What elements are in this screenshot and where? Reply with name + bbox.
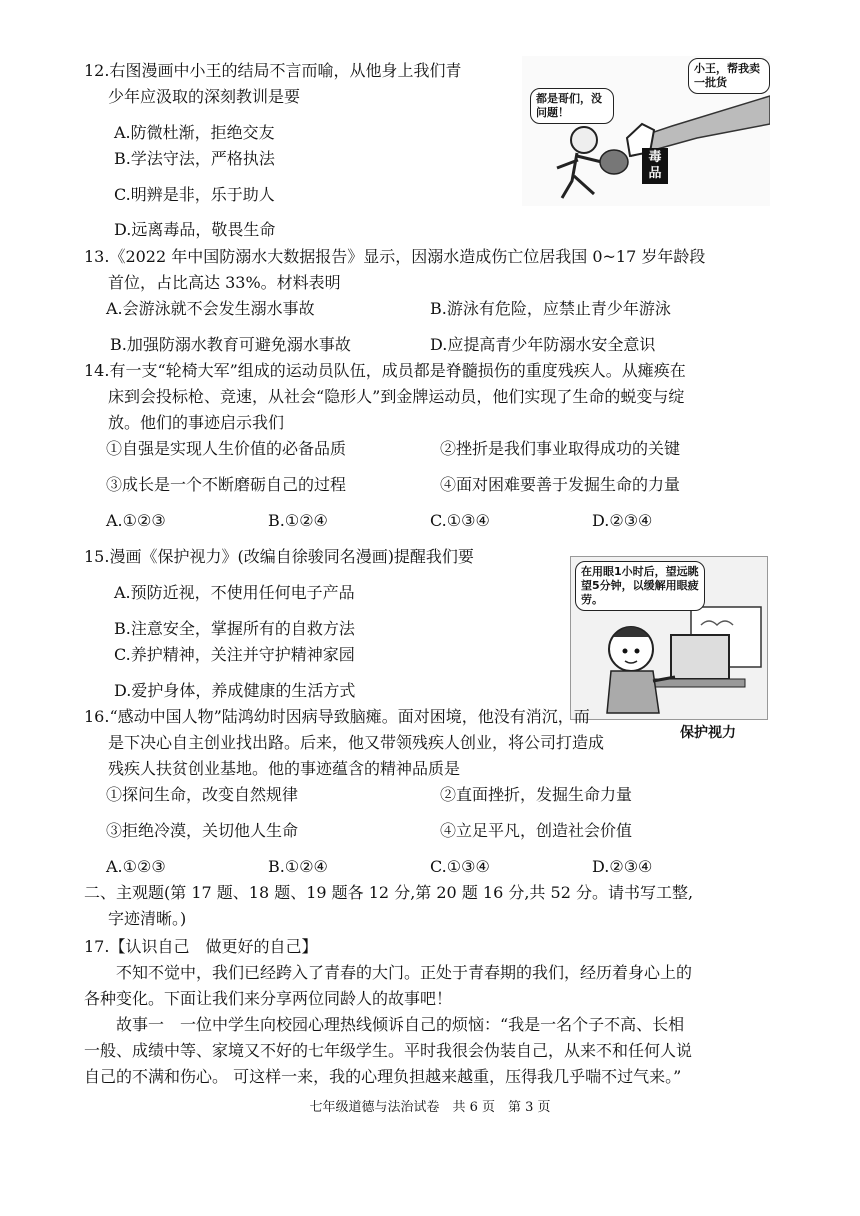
- q16-statement-2: ②直面挫折，发掘生命力量: [440, 785, 633, 804]
- q14-stem-line2: 床到会投标枪、竞速，从社会“隐形人”到金牌运动员，他们实现了生命的蜕变与绽: [108, 387, 685, 406]
- q14-statement-1: ①自强是实现人生价值的必备品质: [106, 439, 347, 458]
- q17-para2-line1: 故事一 一位中学生向校园心理热线倾诉自己的烦恼：“我是一名个子不高、长相: [116, 1015, 685, 1034]
- q17-title: 17.【认识自己 做更好的自己】: [84, 937, 318, 956]
- drug-bag-label: 毒品: [642, 148, 668, 184]
- q16-statement-1: ①探问生命，改变自然规律: [106, 785, 299, 804]
- q12-option-d: D.远离毒品，敬畏生命: [114, 220, 276, 239]
- q14-choice-b: B.①②④: [268, 511, 328, 530]
- q16-choice-d: D.②③④: [592, 857, 653, 876]
- q14-stem-line3: 放。他们的事迹启示我们: [108, 413, 285, 432]
- q14-statement-2: ②挫折是我们事业取得成功的关键: [440, 439, 681, 458]
- q13-stem-line1: 13.《2022 年中国防溺水大数据报告》显示，因溺水造成伤亡位居我国 0~17 岁年龄段: [84, 247, 706, 266]
- q13-stem-line2: 首位，占比高达 33%。材料表明: [108, 273, 341, 292]
- cartoon-bubble-friend: 都是哥们，没问题！: [530, 88, 614, 124]
- q15-option-b: B.注意安全，掌握所有的自救方法: [114, 619, 355, 638]
- q15-option-d: D.爱护身体，养成健康的生活方式: [114, 681, 356, 700]
- q16-statement-4: ④立足平凡，创造社会价值: [440, 821, 633, 840]
- q13-option-d: D.应提高青少年防溺水安全意识: [430, 335, 656, 354]
- q14-choice-c: C.①③④: [430, 511, 490, 530]
- q12-option-b: B.学法守法，严格执法: [114, 149, 275, 168]
- q17-para2-line2: 一般、成绩中等、家境又不好的七年级学生。平时我很会伪装自己，从来不和任何人说: [84, 1041, 693, 1060]
- q15-option-c: C.养护精神，关注并守护精神家园: [114, 645, 355, 664]
- q12-stem-line1: 12.右图漫画中小王的结局不言而喻，从他身上我们青: [84, 61, 462, 80]
- q14-choice-d: D.②③④: [592, 511, 653, 530]
- q16-choice-c: C.①③④: [430, 857, 490, 876]
- q14-choice-a: A.①②③: [106, 511, 166, 530]
- cartoon-bubble-dealer: 小王，帮我卖一批货: [688, 58, 770, 94]
- q14-statement-3: ③成长是一个不断磨砺自己的过程: [106, 475, 347, 494]
- q16-stem-line2: 是下决心自主创业找出路。后来，他又带领残疾人创业，将公司打造成: [108, 733, 605, 752]
- q14-statement-4: ④面对困难要善于发掘生命的力量: [440, 475, 681, 494]
- eyesight-advice-bubble: 在用眼1小时后，望远眺望5分钟，以缓解用眼疲劳。: [575, 561, 705, 611]
- q16-choice-b: B.①②④: [268, 857, 328, 876]
- q16-stem-line1: 16.“感动中国人物”陆鸿幼时因病导致脑瘫。面对困境，他没有消沉，而: [84, 707, 590, 726]
- q17-para1-line2: 各种变化。下面让我们来分享两位同龄人的故事吧！: [84, 989, 453, 1008]
- q12-stem-line2: 少年应汲取的深刻教训是要: [108, 87, 301, 106]
- section2-heading-line2: 字迹清晰。): [108, 909, 187, 928]
- q17-para1-line1: 不知不觉中，我们已经跨入了青春的大门。正处于青春期的我们，经历着身心上的: [116, 963, 693, 982]
- q13-option-b: B.游泳有危险，应禁止青少年游泳: [430, 299, 671, 318]
- q12-option-a: A.防微杜渐，拒绝交友: [114, 123, 275, 142]
- drug-cartoon: [522, 56, 770, 206]
- q16-statement-3: ③拒绝冷漠，关切他人生命: [106, 821, 299, 840]
- eyesight-cartoon: [570, 556, 768, 720]
- q17-para2-line3: 自己的不满和伤心。 可这样一来，我的心理负担越来越重，压得我几乎喘不过气来。”: [84, 1067, 682, 1086]
- section2-heading-line1: 二、主观题(第 17 题、18 题、19 题各 12 分,第 20 题 16 分,共 52 分。请书写工整,: [84, 883, 694, 902]
- q15-stem: 15.漫画《保护视力》(改编自徐骏同名漫画)提醒我们要: [84, 547, 474, 566]
- q16-choice-a: A.①②③: [106, 857, 166, 876]
- q13-option-a: A.会游泳就不会发生溺水事故: [106, 299, 315, 318]
- q16-stem-line3: 残疾人扶贫创业基地。他的事迹蕴含的精神品质是: [108, 759, 461, 778]
- page-footer: 七年级道德与法治试卷 共 6 页 第 3 页: [309, 1100, 551, 1115]
- eyesight-cartoon-caption: 保护视力: [680, 725, 736, 741]
- q15-option-a: A.预防近视，不使用任何电子产品: [114, 583, 355, 602]
- q13-option-c: B.加强防溺水教育可避免溺水事故: [110, 335, 351, 354]
- q12-option-c: C.明辨是非，乐于助人: [114, 185, 275, 204]
- q14-stem-line1: 14.有一支“轮椅大军”组成的运动员队伍，成员都是脊髓损伤的重度残疾人。从瘫痪在: [84, 361, 686, 380]
